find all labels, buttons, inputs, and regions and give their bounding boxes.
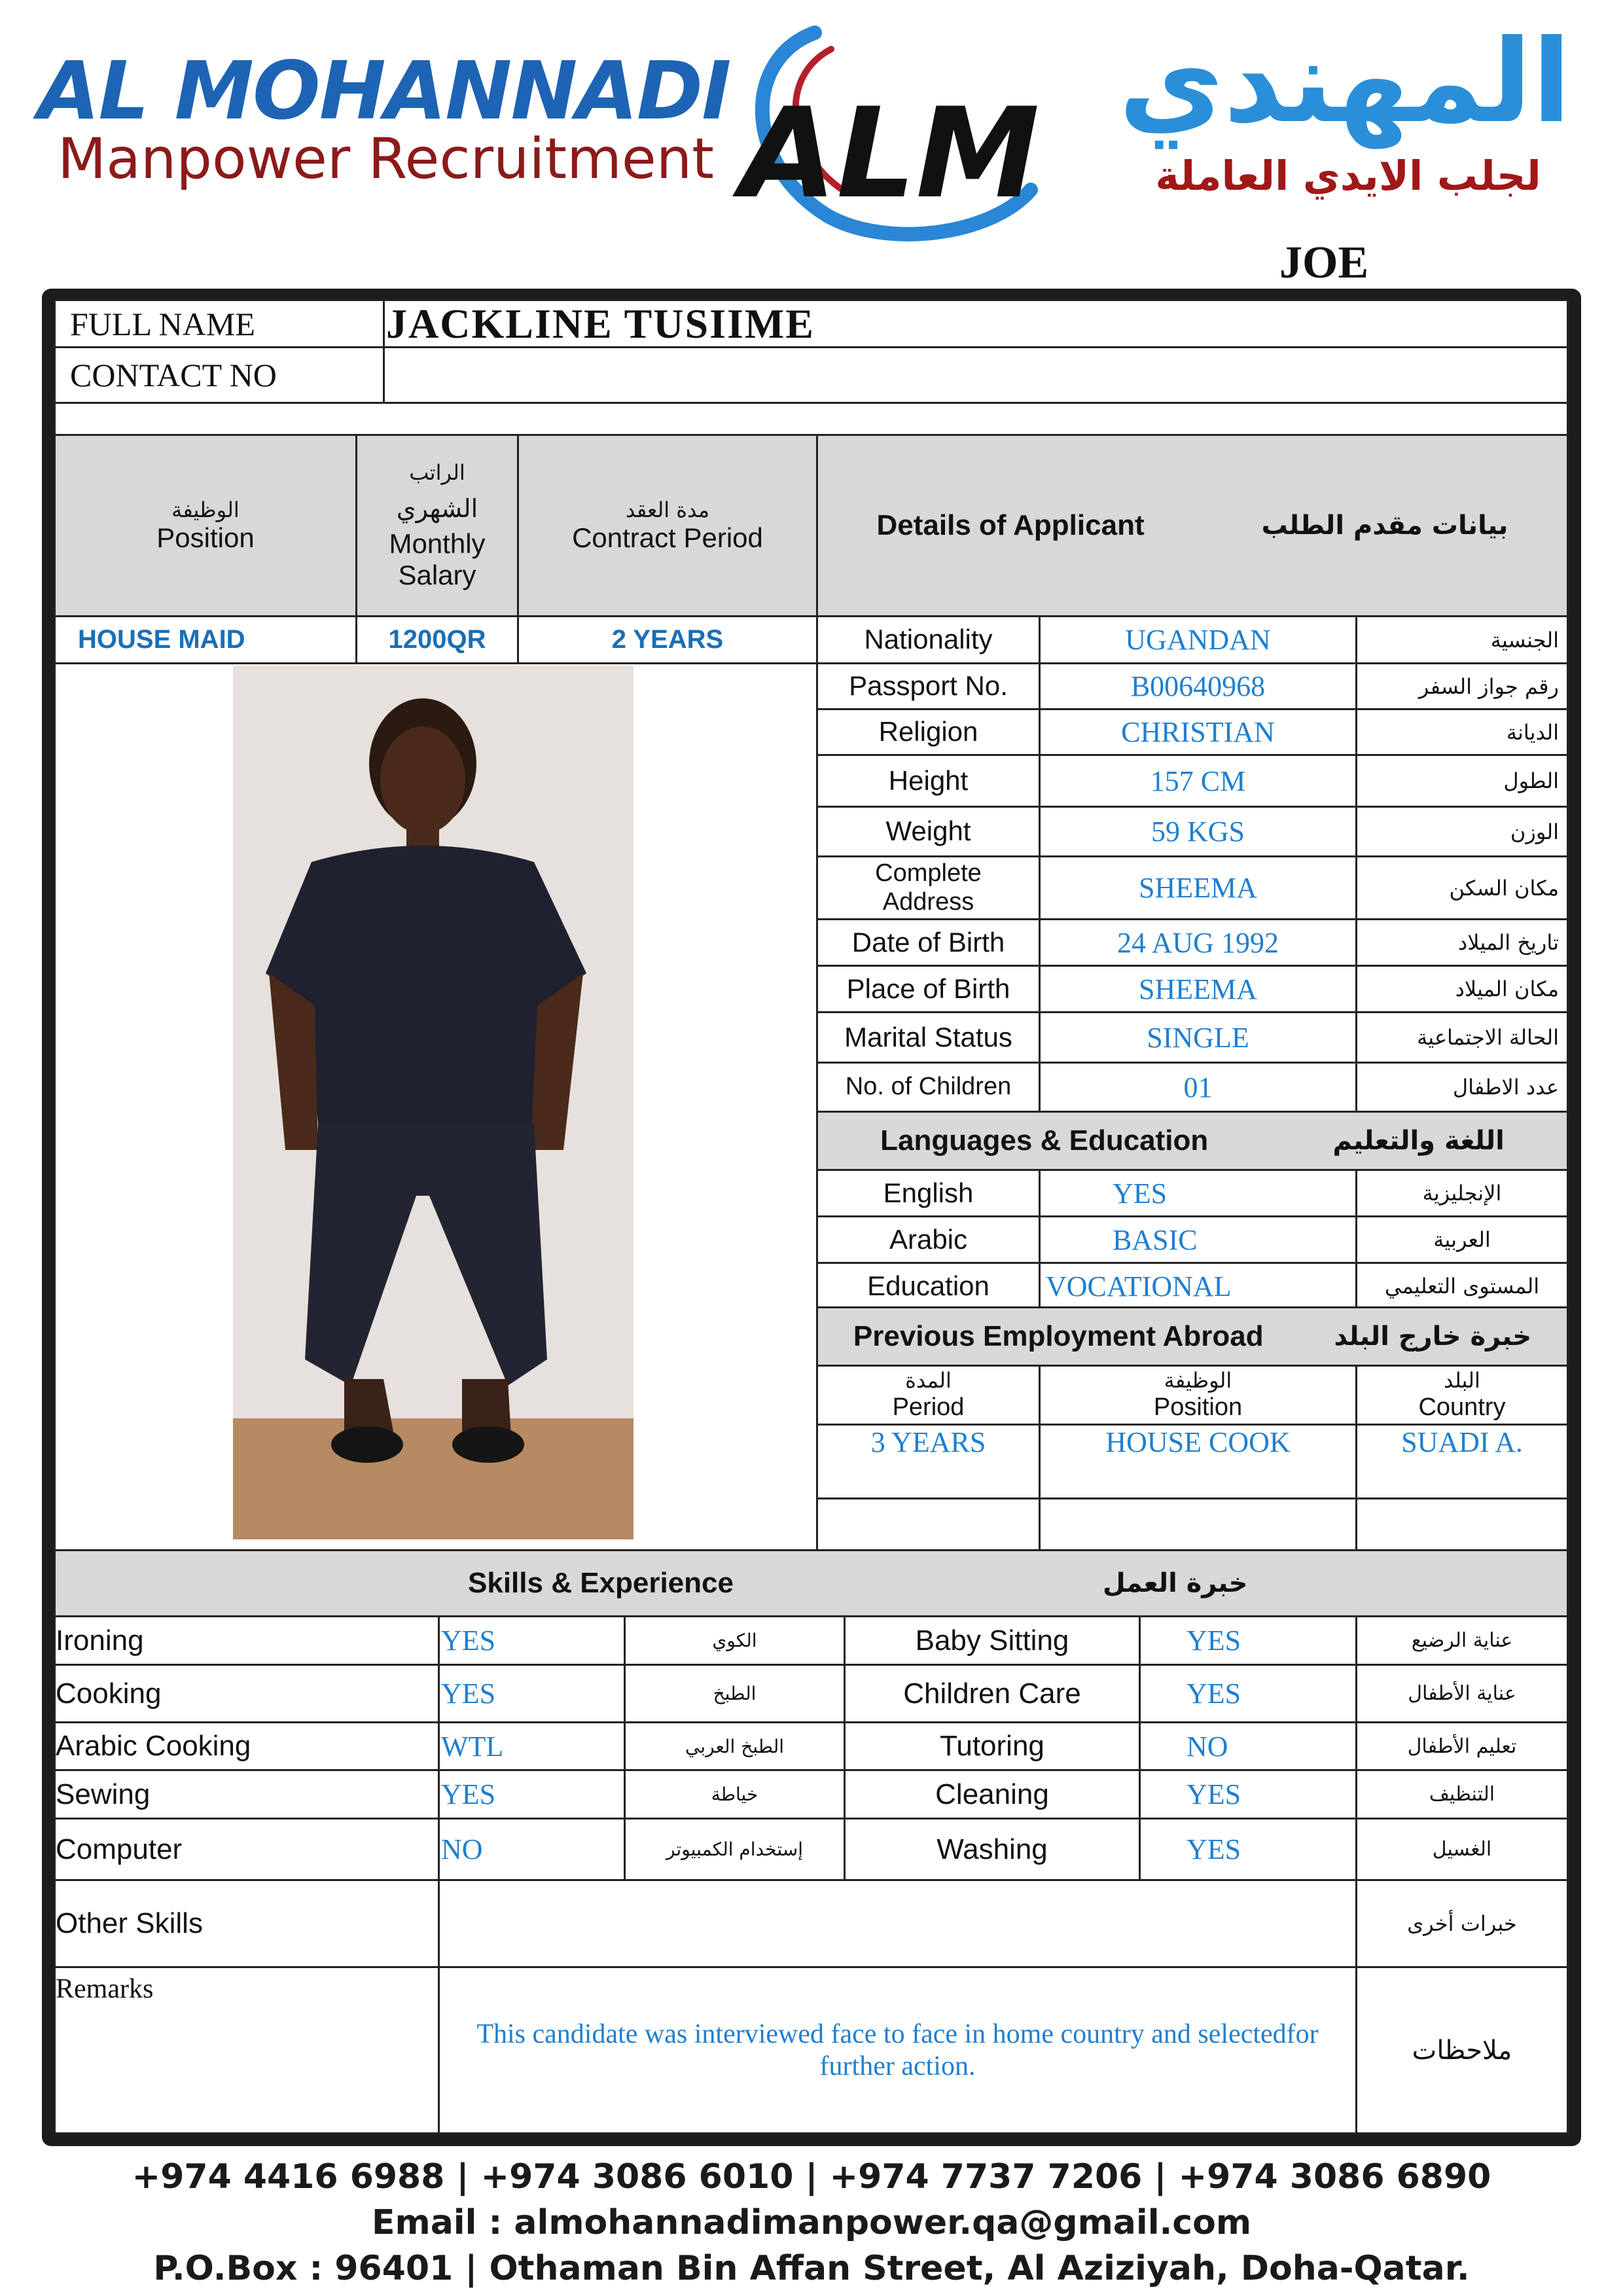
skill-label-cell <box>54 1818 440 1881</box>
applicant-photo <box>233 666 633 1539</box>
skill-value: YES <box>441 1778 496 1810</box>
skill-ar-label: الغسيل <box>1432 1838 1492 1861</box>
contract-header <box>517 434 818 617</box>
detail-value-cell <box>1039 855 1357 920</box>
detail-value-cell <box>1039 1062 1357 1113</box>
skill-label: Sewing <box>56 1778 151 1810</box>
language-label-cell <box>816 1215 1041 1264</box>
employment-col-position-ar: الوظيفة <box>1164 1368 1232 1393</box>
position-header-en: Position <box>156 522 255 554</box>
employment-position: HOUSE COOK <box>1105 1426 1291 1458</box>
skill-ar-cell <box>1355 1769 1569 1820</box>
detail-ar-label: رقم جواز السفر <box>1418 673 1559 699</box>
details-header-ar: بيانات مقدم الطلب <box>1261 511 1508 541</box>
skill-label: Ironing <box>56 1624 144 1657</box>
detail-ar-label: الوزن <box>1510 819 1559 844</box>
skill-value: YES <box>441 1624 496 1657</box>
detail-ar-cell <box>1355 806 1569 857</box>
skill-label-cell <box>844 1769 1141 1820</box>
full-name-value-cell <box>383 299 1569 348</box>
contact-label-cell <box>54 346 385 404</box>
full-name-value: JACKLINE TUSIIME <box>386 300 815 347</box>
skill-label: Tutoring <box>940 1730 1044 1762</box>
employment-col-country <box>1355 1365 1569 1426</box>
skill-value-cell <box>438 1769 626 1820</box>
employment-period-cell <box>816 1424 1041 1499</box>
employment-country-cell <box>1355 1498 1569 1551</box>
skill-value-cell <box>1139 1818 1357 1881</box>
language-value: BASIC <box>1113 1223 1198 1256</box>
detail-value: SINGLE <box>1147 1021 1249 1054</box>
employment-header <box>816 1306 1569 1367</box>
other-skills-value-cell <box>438 1879 1357 1968</box>
detail-ar-cell <box>1355 918 1569 967</box>
language-label-cell <box>816 1169 1041 1217</box>
detail-value-cell <box>1039 754 1357 808</box>
detail-value: 59 KGS <box>1150 816 1245 848</box>
full-name-label: FULL NAME <box>70 305 255 342</box>
skill-ar-label: خياطة <box>711 1784 758 1805</box>
skill-value-cell <box>438 1615 626 1666</box>
language-value-cell <box>1039 1169 1357 1217</box>
skill-value-cell <box>438 1818 626 1881</box>
skill-ar-label: تعليم الأطفال <box>1407 1734 1517 1758</box>
detail-value: UGANDAN <box>1125 624 1271 656</box>
position-header <box>54 434 357 617</box>
salary-header-en1: Monthly <box>389 528 486 559</box>
skill-label: Cleaning <box>935 1778 1049 1810</box>
skills-title-ar: خبرة العمل <box>1103 1568 1248 1598</box>
alm-logo-text: ALM <box>740 81 1040 226</box>
arabic-company-name: المهندي <box>1118 16 1571 149</box>
contract-value-cell <box>517 615 818 664</box>
detail-label: Height <box>888 764 969 796</box>
skill-label: Baby Sitting <box>915 1624 1069 1657</box>
detail-label-cell <box>816 708 1041 756</box>
language-ar-cell <box>1355 1169 1569 1217</box>
detail-value: 157 CM <box>1150 764 1246 797</box>
skill-value: YES <box>1186 1624 1241 1657</box>
skill-label-cell <box>54 1664 440 1723</box>
details-header <box>816 434 1569 617</box>
detail-label: Date of Birth <box>851 926 1005 958</box>
skill-label-cell <box>844 1721 1141 1771</box>
skill-ar-cell <box>624 1721 846 1771</box>
detail-value-cell <box>1039 1011 1357 1064</box>
skill-ar-label: الكوي <box>712 1630 757 1651</box>
detail-label: Nationality <box>864 624 993 655</box>
other-skills-label-cell <box>54 1879 440 1968</box>
contract-value: 2 YEARS <box>611 625 724 654</box>
skill-ar-cell <box>624 1818 846 1881</box>
skill-ar-cell <box>624 1664 846 1723</box>
skill-value: YES <box>1186 1677 1241 1710</box>
skill-label: Cooking <box>56 1677 162 1710</box>
detail-label-cell <box>816 1011 1041 1064</box>
contact-label: CONTACT NO <box>70 357 277 393</box>
detail-label: Complete Address <box>875 859 982 916</box>
skill-value: NO <box>1186 1730 1228 1763</box>
skill-label-cell <box>844 1615 1141 1666</box>
skill-ar-label: عناية الأطفال <box>1408 1682 1516 1705</box>
detail-label-cell <box>816 1062 1041 1113</box>
employment-col-position-en: Position <box>1153 1393 1243 1421</box>
detail-value: CHRISTIAN <box>1121 716 1275 748</box>
detail-ar-cell <box>1355 1011 1569 1064</box>
employment-period-cell <box>816 1498 1041 1551</box>
employment-title-en: Previous Employment Abroad <box>853 1320 1264 1352</box>
employment-country-cell <box>1355 1424 1569 1499</box>
skill-ar-label: الطبخ العربي <box>685 1735 785 1757</box>
remarks-label-cell <box>54 1966 440 2134</box>
position-value-cell <box>54 615 357 664</box>
detail-ar-label: مكان الميلاد <box>1455 977 1559 1001</box>
languages-title-ar: اللغة والتعليم <box>1332 1126 1505 1156</box>
skill-label-cell <box>844 1664 1141 1723</box>
remarks-ar-cell <box>1355 1966 1569 2134</box>
detail-value-cell <box>1039 708 1357 756</box>
spacer-row <box>54 402 1569 436</box>
detail-ar-cell <box>1355 708 1569 756</box>
salary-value-cell <box>355 615 519 664</box>
detail-value-cell <box>1039 615 1357 664</box>
skill-label: Computer <box>56 1833 183 1865</box>
remarks-label: Remarks <box>56 1974 154 2004</box>
salary-header-ar1: الراتب <box>409 459 465 485</box>
detail-ar-label: تاريخ الميلاد <box>1458 930 1559 955</box>
employment-col-period-ar: المدة <box>905 1368 952 1393</box>
employment-country: SUADI A. <box>1401 1426 1523 1458</box>
language-ar-label: المستوى التعليمي <box>1384 1274 1540 1299</box>
contract-header-ar: مدة العقد <box>626 497 709 522</box>
remarks-ar: ملاحظات <box>1412 2035 1512 2066</box>
skill-ar-label: التنظيف <box>1429 1783 1495 1806</box>
skill-ar-cell <box>1355 1664 1569 1723</box>
language-value-cell <box>1039 1262 1357 1310</box>
employment-period: 3 YEARS <box>870 1426 986 1458</box>
detail-ar-label: الحالة الاجتماعية <box>1417 1025 1559 1050</box>
remarks-text: This candidate was interviewed face to face in home country and selectedfor further action. <box>476 2019 1319 2081</box>
skill-ar-cell <box>1355 1721 1569 1771</box>
skills-title-en: Skills & Experience <box>468 1567 734 1599</box>
skill-ar-cell <box>1355 1818 1569 1881</box>
detail-ar-cell <box>1355 615 1569 664</box>
salary-header <box>355 434 519 617</box>
detail-ar-cell <box>1355 662 1569 710</box>
detail-value: SHEEMA <box>1139 973 1257 1005</box>
skill-value-cell <box>438 1664 626 1723</box>
skill-ar-label: إستخدام الكمبيوتر <box>666 1839 804 1860</box>
agent-code: JOE <box>1279 238 1369 288</box>
skill-label-cell <box>54 1615 440 1666</box>
detail-label-cell <box>816 662 1041 710</box>
detail-ar-cell <box>1355 754 1569 808</box>
other-skills-ar: خبرات أخرى <box>1407 1911 1517 1936</box>
detail-value-cell <box>1039 965 1357 1013</box>
skill-ar-cell <box>624 1769 846 1820</box>
language-label: English <box>883 1177 974 1208</box>
language-ar-cell <box>1355 1215 1569 1264</box>
detail-label: Passport No. <box>849 670 1008 702</box>
detail-value: 01 <box>1183 1071 1213 1103</box>
details-header-en: Details of Applicant <box>876 509 1145 541</box>
employment-position-cell <box>1039 1424 1357 1499</box>
skill-label: Washing <box>936 1833 1048 1865</box>
language-ar-cell <box>1355 1262 1569 1310</box>
detail-label-cell <box>816 918 1041 967</box>
position-header-ar: الوظيفة <box>171 497 240 522</box>
salary-header-ar2: الشهري <box>396 494 478 524</box>
skill-value-cell <box>438 1721 626 1771</box>
skill-value: YES <box>441 1677 496 1710</box>
skill-label: Children Care <box>903 1677 1081 1710</box>
language-value-cell <box>1039 1215 1357 1264</box>
skill-ar-cell <box>1355 1615 1569 1666</box>
language-ar-label: العربية <box>1433 1227 1491 1252</box>
skill-value: YES <box>1186 1778 1241 1810</box>
detail-ar-label: عدد الاطفال <box>1452 1075 1559 1100</box>
detail-label: Marital Status <box>844 1021 1012 1052</box>
skills-header <box>54 1549 1569 1617</box>
detail-label: Weight <box>885 816 971 847</box>
language-label: Arabic <box>889 1223 968 1255</box>
detail-ar-cell <box>1355 965 1569 1013</box>
skill-label-cell <box>844 1818 1141 1881</box>
other-skills-label: Other Skills <box>56 1907 203 1939</box>
skill-ar-label: الطبخ <box>713 1683 757 1704</box>
detail-ar-label: الجنسية <box>1490 627 1559 653</box>
detail-value: 24 AUG 1992 <box>1117 926 1279 959</box>
detail-ar-cell <box>1355 1062 1569 1113</box>
employment-col-period-en: Period <box>892 1393 965 1421</box>
contract-header-en: Contract Period <box>572 522 763 554</box>
detail-ar-cell <box>1355 855 1569 920</box>
skill-value-cell <box>1139 1769 1357 1820</box>
detail-label-cell <box>816 806 1041 857</box>
skill-value: NO <box>441 1833 483 1865</box>
detail-value-cell <box>1039 806 1357 857</box>
skill-value: WTL <box>441 1730 504 1763</box>
position-value: HOUSE MAID <box>78 625 245 654</box>
detail-label: No. of Children <box>845 1073 1012 1101</box>
employment-col-country-en: Country <box>1418 1393 1506 1421</box>
skill-value-cell <box>1139 1721 1357 1771</box>
skill-ar-label: عناية الرضيع <box>1411 1629 1513 1652</box>
footer-phones: +974 4416 6988 | +974 3086 6010 | +974 7737 7206 | +974 3086 6890 <box>132 2157 1491 2197</box>
employment-col-country-ar: البلد <box>1444 1368 1480 1393</box>
detail-label-cell <box>816 615 1041 664</box>
skill-value-cell <box>1139 1615 1357 1666</box>
skill-value-cell <box>1139 1664 1357 1723</box>
skill-label: Arabic Cooking <box>56 1730 251 1762</box>
language-value: VOCATIONAL <box>1046 1270 1232 1302</box>
detail-value: B00640968 <box>1130 670 1266 702</box>
languages-header <box>816 1111 1569 1171</box>
detail-label-cell <box>816 965 1041 1013</box>
salary-value: 1200QR <box>388 625 486 654</box>
other-skills-ar-cell <box>1355 1879 1569 1968</box>
company-tagline: Manpower Recruitment <box>58 126 715 192</box>
detail-label-cell <box>816 754 1041 808</box>
detail-label: Religion <box>878 716 978 747</box>
full-name-label-cell <box>54 299 385 348</box>
detail-value: SHEEMA <box>1139 872 1257 904</box>
skill-label-cell <box>54 1721 440 1771</box>
skill-value: YES <box>1186 1833 1241 1865</box>
detail-ar-label: الطول <box>1503 768 1559 793</box>
employment-col-period <box>816 1365 1041 1426</box>
language-label-cell <box>816 1262 1041 1310</box>
footer-address: P.O.Box : 96401 | Othaman Bin Affan Street, Al Aziziyah, Doha-Qatar. <box>153 2249 1470 2288</box>
employment-col-position <box>1039 1365 1357 1426</box>
detail-ar-label: الديانة <box>1506 719 1559 745</box>
company-name: AL MOHANNADI <box>38 45 730 137</box>
footer-email: Email : almohannadimanpower.qa@gmail.com <box>371 2203 1252 2242</box>
employment-position-cell <box>1039 1498 1357 1551</box>
detail-ar-label: مكان السكن <box>1449 875 1559 901</box>
skill-label-cell <box>54 1769 440 1820</box>
detail-value-cell <box>1039 662 1357 710</box>
language-label: Education <box>867 1270 990 1301</box>
language-value: YES <box>1113 1177 1168 1210</box>
contact-value-cell <box>383 346 1569 404</box>
arabic-company-tagline: لجلب الايدي العاملة <box>1155 152 1541 200</box>
detail-value-cell <box>1039 918 1357 967</box>
remarks-text-cell <box>438 1966 1357 2134</box>
skill-ar-cell <box>624 1615 846 1666</box>
detail-label: Place of Birth <box>846 973 1010 1004</box>
alm-logo <box>717 20 1063 249</box>
language-ar-label: الإنجليزية <box>1422 1181 1502 1206</box>
salary-header-en2: Salary <box>398 559 476 590</box>
languages-title-en: Languages & Education <box>880 1124 1209 1157</box>
employment-title-ar: خبرة خارج البلد <box>1334 1321 1532 1352</box>
detail-label-cell <box>816 855 1041 920</box>
